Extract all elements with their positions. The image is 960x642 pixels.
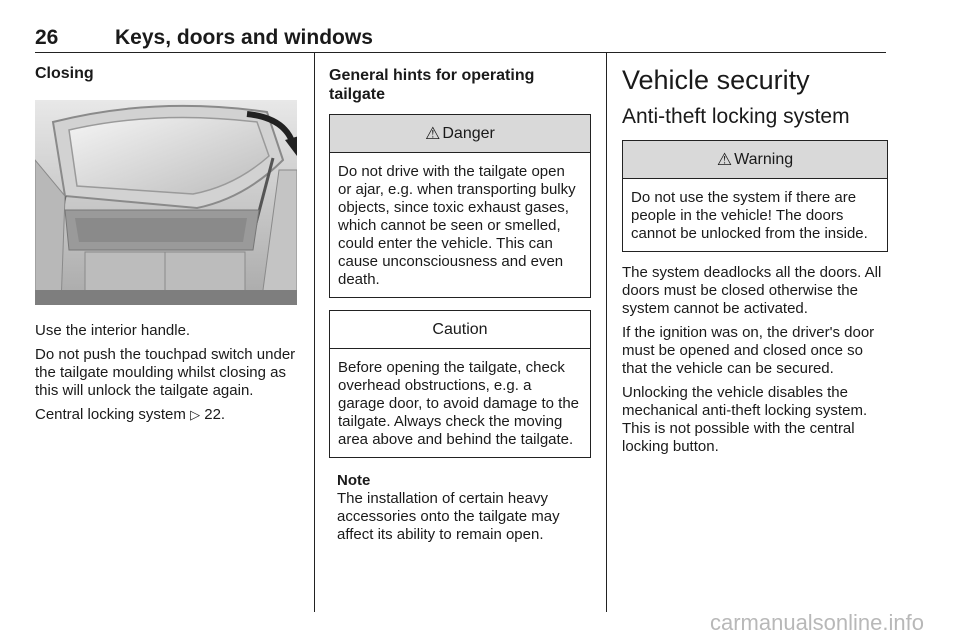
danger-box [329,114,591,298]
paragraph-ignition: If the ignition was on, the driver's door must be opened and closed once so that the vehicle can be secured. [622,324,875,377]
caution-box [329,310,591,458]
subheading-anti-theft: Anti-theft locking system [622,105,850,128]
section-heading-closing: Closing [35,65,94,82]
section-heading-vehicle-security: Vehicle security [622,65,810,95]
cross-reference [35,406,299,424]
column-tailgate-hints [329,66,591,544]
tailgate-photo-image [35,100,297,305]
column-vehicle-security [622,64,888,462]
chapter-title: Keys, doors and windows [115,26,373,49]
page-number: 26 [35,26,59,49]
note-text: The installation of certain heavy accessories onto the tailgate may affect its ability to remain open. [337,490,560,543]
danger-title: Danger [442,124,495,142]
caution-text: Before opening the tailgate, check overhead obstructions, e.g. a garage door, to avoid damage to the tailgate. Always check the moving area above and behind the tailgate. [338,359,580,448]
column-divider-left [314,52,315,612]
paragraph-touchpad: Do not push the touchpad switch under the tailgate moulding whilst closing as this will unlock the tailgate again. [35,346,296,399]
column-divider-right [606,52,607,612]
paragraph-interior-handle: Use the interior handle. [35,322,191,339]
section-heading-tailgate-hints: General hints for operating tailgate [329,67,535,103]
reference-page: 22. [204,406,226,423]
warning-title: Warning [734,150,794,168]
column-closing [35,64,299,430]
warning-text: Do not use the system if there are people in the vehicle! The doors cannot be unlocked from the inside. [631,189,868,242]
reference-text: Central locking system [35,406,186,423]
warning-header [623,141,887,179]
danger-text: Do not drive with the tailgate open or ajar, e.g. when transporting bulky objects, since toxic exhaust gases, which cannot be seen or smelled, could enter the vehicle. This can cause unconsciousness and even death. [338,163,576,288]
caution-header [330,311,590,349]
warning-box [622,140,888,252]
tailgate-illustration [35,100,297,305]
warning-triangle-icon: ⚠ [425,123,441,143]
security-paragraphs [622,264,888,456]
paragraph-unlocking: Unlocking the vehicle disables the mechanical anti-theft locking system. This is not possible with the central locking button. [622,384,868,455]
danger-header [330,115,590,153]
watermark: carmanualsonline.info [709,610,924,635]
note-label: Note [337,472,371,489]
page-header [35,26,886,53]
paragraph-deadlocks: The system deadlocks all the doors. All doors must be closed otherwise the system cannot be activated. [622,264,882,317]
page-reference-icon: ▷ [190,407,201,422]
warning-triangle-icon: ⚠ [716,149,733,169]
caution-title: Caution [432,320,488,338]
